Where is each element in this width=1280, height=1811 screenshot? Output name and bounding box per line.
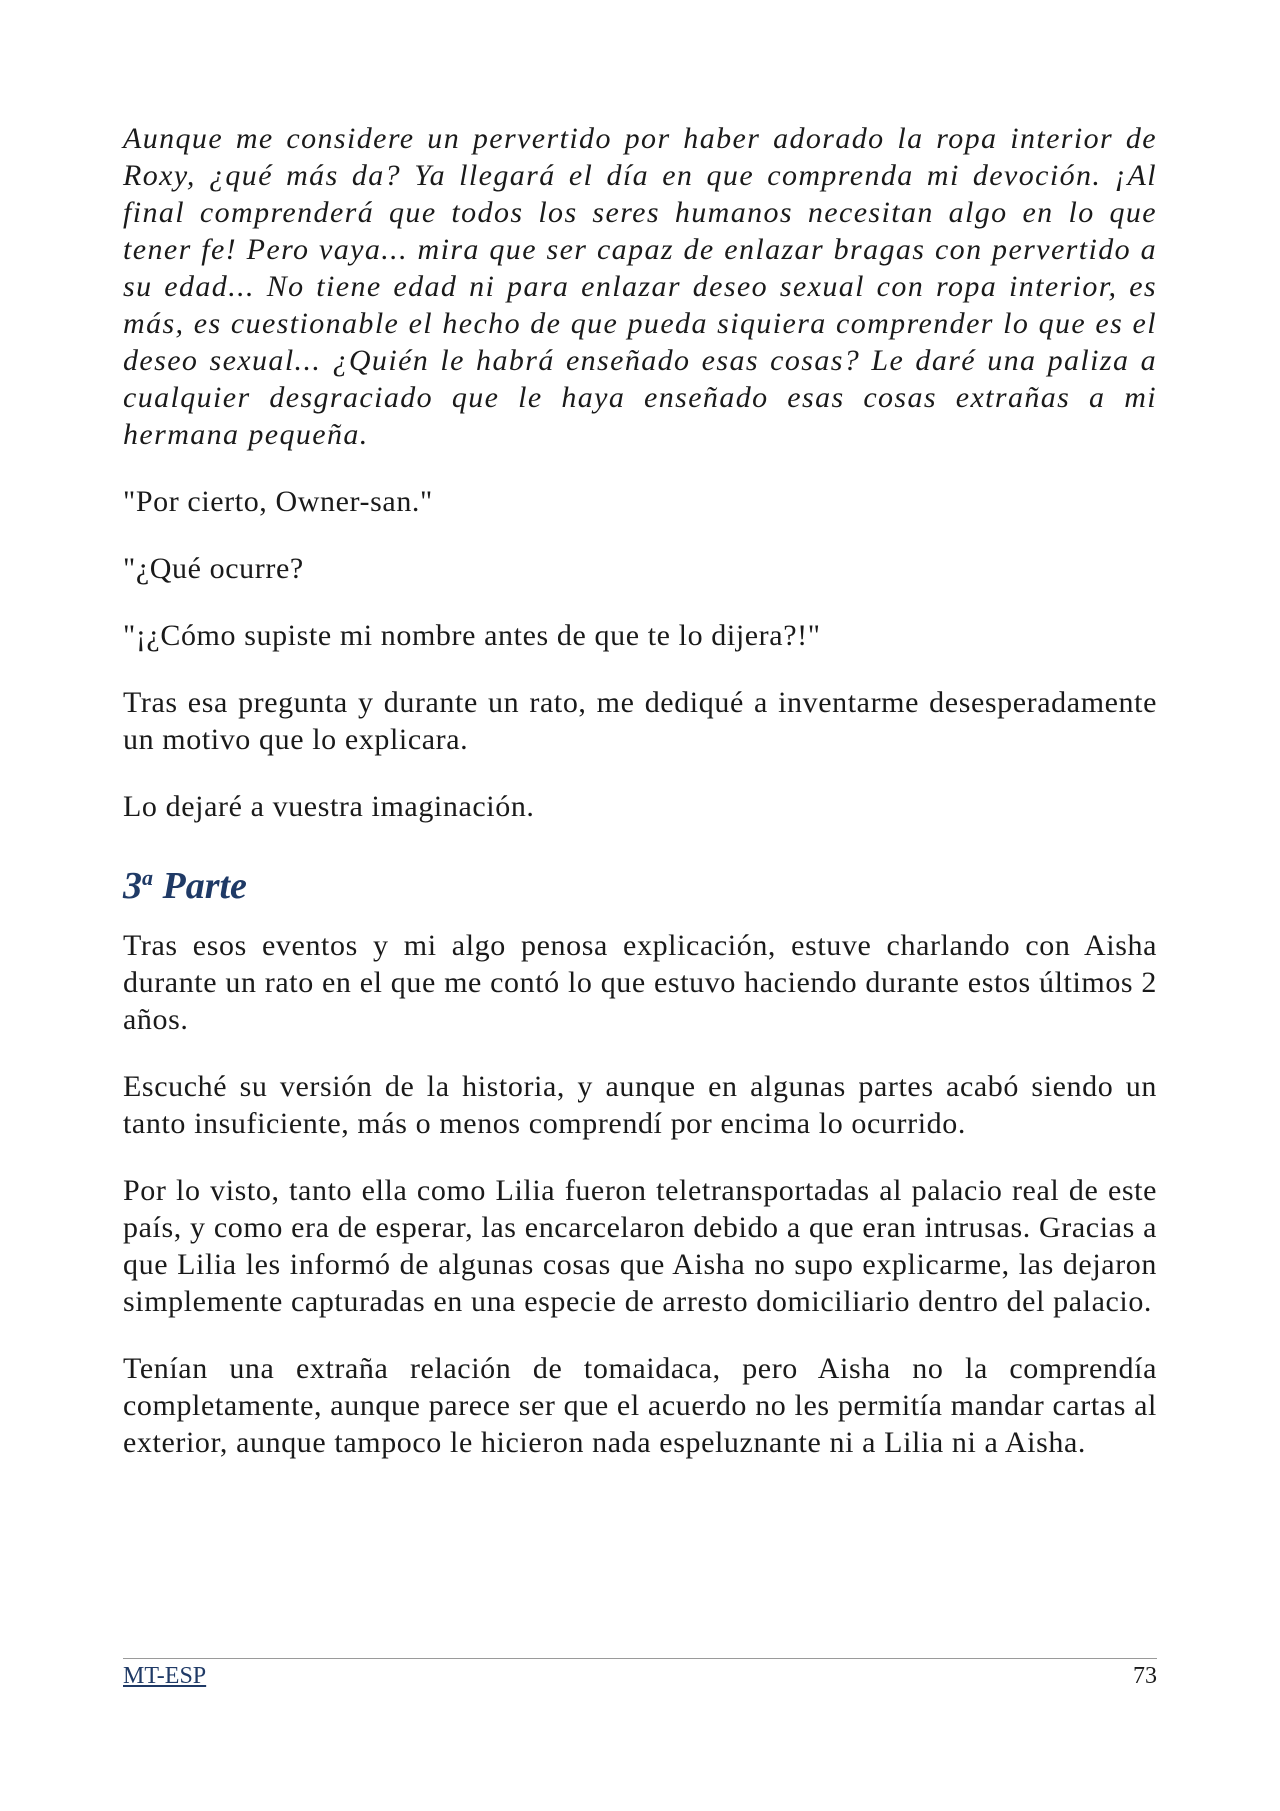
- body-paragraph: Tras esos eventos y mi algo penosa explicación, estuve charlando con Aisha durante un rato en el que me contó lo que estuvo haciendo durante estos últimos 2 años.: [123, 929, 1157, 1036]
- section-number: 3: [123, 865, 142, 907]
- body-paragraph: Tenían una extraña relación de tomaidaca, pero Aisha no la comprendía completamente, aunque parece ser que el acuerdo no les permitía mandar cartas al exterior, aunque tampoco le hicieron nada espeluznante ni a Lilia ni a Aisha.: [123, 1352, 1157, 1459]
- page-content: [123, 120, 1157, 1461]
- section-title: Parte: [162, 865, 247, 907]
- dialogue-line: "Por cierto, Owner-san.": [123, 485, 433, 518]
- dialogue-line: "¡¿Cómo supiste mi nombre antes de que te lo dijera?!": [123, 619, 821, 652]
- section-heading: [123, 863, 1157, 909]
- page-footer: [123, 1658, 1157, 1699]
- body-paragraph: Escuché su versión de la historia, y aunque en algunas partes acabó siendo un tanto insuficiente, más o menos comprendí por encima lo ocurrido.: [123, 1070, 1157, 1140]
- section-ordinal: a: [142, 865, 153, 890]
- italic-paragraph: Aunque me considere un pervertido por haber adorado la ropa interior de Roxy, ¿qué más da? Ya llegará el día en que comprenda mi devoción. ¡Al final comprenderá que todos los seres humanos necesitan algo en lo que tener fe! Pero vaya... mira que ser capaz de enlazar bragas con pervertido a su edad... No tiene edad ni para enlazar deseo sexual con ropa interior, es más, es cuestionable el hecho de que pueda siquiera comprender lo que es el deseo sexual... ¿Quién le habrá enseñado esas cosas? Le daré una paliza a cualquier desgraciado que le haya enseñado esas cosas extrañas a mi hermana pequeña.: [123, 122, 1157, 451]
- footer-link[interactable]: MT-ESP: [123, 1663, 207, 1689]
- body-paragraph: Lo dejaré a vuestra imaginación.: [123, 790, 535, 823]
- body-paragraph: Tras esa pregunta y durante un rato, me dediqué a inventarme desesperadamente un motivo que lo explicara.: [123, 686, 1157, 756]
- page-number: 73: [1133, 1663, 1157, 1689]
- body-paragraph: Por lo visto, tanto ella como Lilia fueron teletransportadas al palacio real de este país, y como era de esperar, las encarcelaron debido a que eran intrusas. Gracias a que Lilia les informó de algunas cosas que Aisha no supo explicarme, las dejaron simplemente capturadas en una especie de arresto domiciliario dentro del palacio.: [123, 1174, 1157, 1318]
- dialogue-line: "¿Qué ocurre?: [123, 552, 304, 585]
